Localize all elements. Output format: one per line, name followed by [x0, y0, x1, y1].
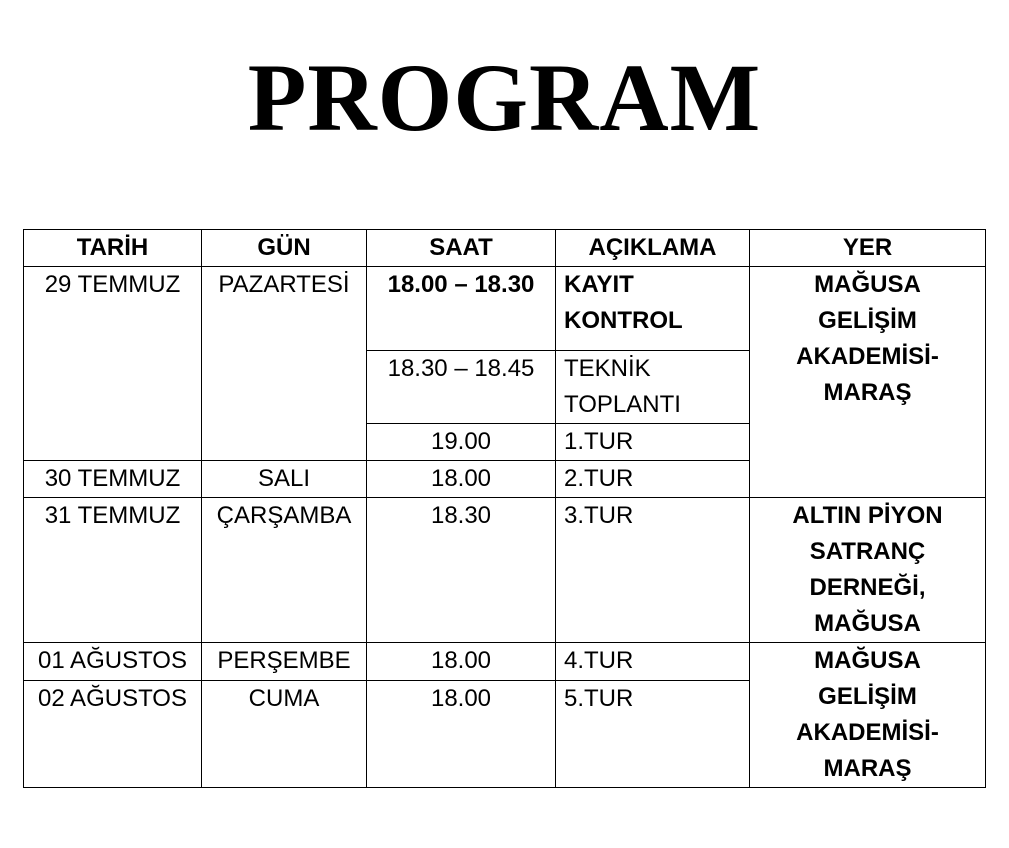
cell-gun: PERŞEMBE	[202, 643, 367, 681]
venue-line: AKADEMİSİ-	[796, 719, 939, 746]
cell-aciklama: 4.TUR	[556, 643, 750, 681]
cell-saat: 18.00	[367, 643, 556, 681]
aciklama-line: TOPLANTI	[564, 391, 681, 418]
venue-line: MAĞUSA	[814, 610, 921, 637]
cell-saat: 18.00	[367, 680, 556, 787]
cell-saat: 18.30 – 18.45	[367, 351, 556, 424]
cell-gun: CUMA	[202, 680, 367, 787]
cell-tarih: 30 TEMMUZ	[24, 461, 202, 498]
cell-yer	[750, 498, 986, 643]
cell-saat: 18.30	[367, 498, 556, 643]
aciklama-line: KONTROL	[564, 307, 683, 334]
cell-aciklama: 1.TUR	[556, 424, 750, 461]
cell-tarih: 31 TEMMUZ	[24, 498, 202, 643]
venue-line: MARAŞ	[823, 755, 912, 782]
table-row	[24, 267, 986, 351]
cell-aciklama: 5.TUR	[556, 680, 750, 787]
page-title: PROGRAM	[247, 44, 762, 151]
cell-aciklama	[556, 351, 750, 424]
venue-line: AKADEMİSİ-	[796, 343, 939, 370]
venue-line: MARAŞ	[823, 379, 912, 406]
program-table	[23, 229, 986, 788]
cell-tarih: 01 AĞUSTOS	[24, 643, 202, 681]
cell-yer	[750, 643, 986, 788]
cell-tarih: 02 AĞUSTOS	[24, 680, 202, 787]
venue-line: MAĞUSA	[814, 647, 921, 674]
cell-tarih: 29 TEMMUZ	[24, 267, 202, 461]
cell-aciklama: 2.TUR	[556, 461, 750, 498]
cell-saat: 19.00	[367, 424, 556, 461]
table-header-row	[24, 230, 986, 267]
venue-line: ALTIN PİYON	[792, 502, 943, 529]
cell-aciklama	[556, 267, 750, 351]
header-aciklama: AÇIKLAMA	[556, 230, 750, 267]
aciklama-line: KAYIT	[564, 271, 634, 298]
cell-gun: PAZARTESİ	[202, 267, 367, 461]
header-gun: GÜN	[202, 230, 367, 267]
aciklama-line: TEKNİK	[564, 355, 651, 382]
venue-line: DERNEĞİ,	[809, 574, 926, 601]
cell-gun: SALI	[202, 461, 367, 498]
cell-gun: ÇARŞAMBA	[202, 498, 367, 643]
cell-yer	[750, 267, 986, 498]
cell-saat: 18.00 – 18.30	[367, 267, 556, 351]
header-saat: SAAT	[367, 230, 556, 267]
venue-line: GELİŞİM	[818, 683, 917, 710]
venue-line: SATRANÇ	[809, 538, 926, 565]
header-tarih: TARİH	[24, 230, 202, 267]
table-row	[24, 498, 986, 643]
cell-aciklama: 3.TUR	[556, 498, 750, 643]
header-yer: YER	[750, 230, 986, 267]
venue-line: MAĞUSA	[814, 271, 921, 298]
cell-saat: 18.00	[367, 461, 556, 498]
venue-line: GELİŞİM	[818, 307, 917, 334]
table-row	[24, 643, 986, 681]
